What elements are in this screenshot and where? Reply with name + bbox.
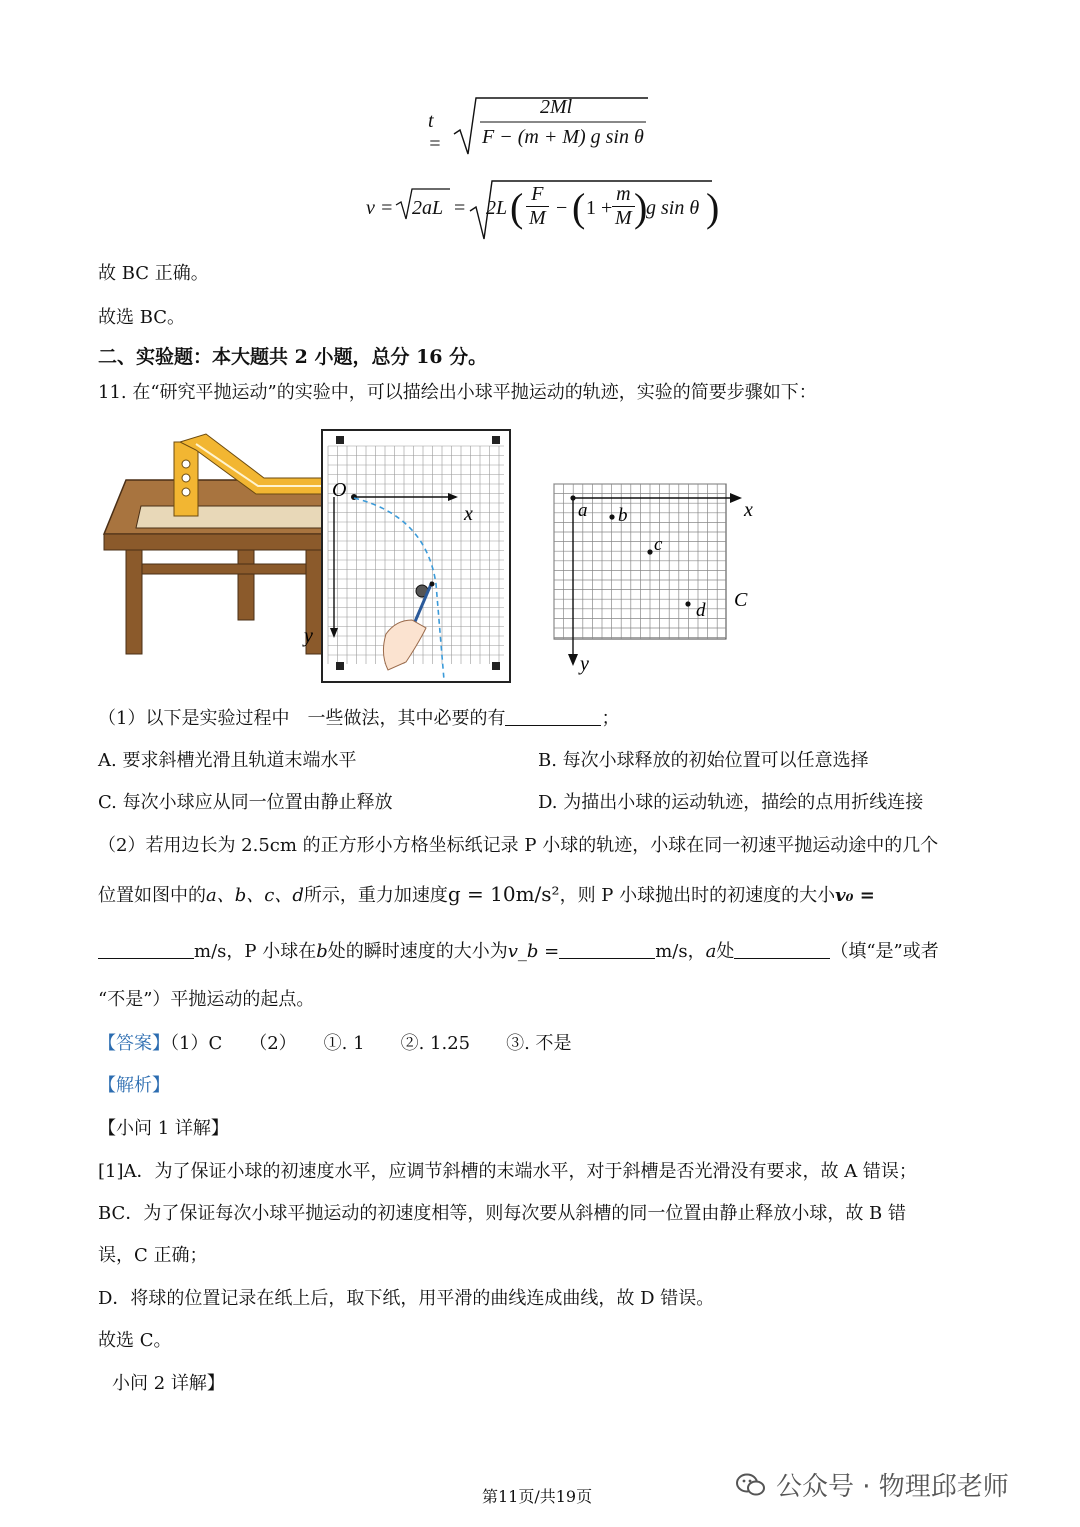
point-a [570, 495, 575, 500]
answer-tag: 【答案】 [98, 1033, 170, 1054]
text-line: 故选 BC。 [98, 307, 186, 328]
v-mid-radicand: 2aL [412, 197, 444, 219]
answer-blank-v0[interactable] [98, 940, 194, 959]
v-frac1: $\frac{F}{M}$ [526, 183, 549, 230]
point-c [647, 549, 652, 554]
analysis-paragraph: 误，C 正确； [98, 1245, 208, 1266]
analysis-tag: 【解析】 [98, 1075, 170, 1096]
y-axis-label: y [304, 625, 313, 647]
wechat-icon [736, 1472, 766, 1498]
x2-axis-label: x [744, 499, 753, 521]
x-axis-label: x [464, 503, 473, 525]
v-label: v = [366, 197, 394, 219]
question-1: （1）以下是实验过程中 一些做法，其中必要的有 ； [98, 708, 620, 729]
analysis-paragraph: BC．为了保证每次小球平抛运动的初速度相等，则每次要从斜槽的同一位置由静止释放小球，故 B 错 [98, 1203, 907, 1224]
point-b [609, 514, 614, 519]
point-b-label: b [618, 505, 628, 526]
answer-blank-vb[interactable] [559, 940, 655, 959]
option-b: B. 每次小球释放的初始位置可以任意选择 [538, 750, 869, 771]
v-suffix: g sin θ [646, 197, 700, 219]
point-a-label: a [578, 500, 588, 521]
origin-label: O [332, 479, 347, 501]
answer-blank-1[interactable] [505, 707, 601, 726]
point-d [685, 601, 690, 606]
y2-axis-label: y [580, 653, 589, 675]
question-11: 11. 在“研究平抛运动”的实验中，可以描绘出小球平抛运动的轨迹，实验的简要步骤如下： [98, 382, 817, 403]
v-paren-open: ( [510, 185, 524, 230]
section-heading: 二、实验题：本大题共 2 小题，总分 16 分。 [98, 346, 488, 368]
text-line: 故 BC 正确。 [98, 263, 209, 284]
v-paren2-close: ) [634, 185, 648, 230]
subquestion-1-heading: 【小问 1 详解】 [98, 1118, 229, 1139]
point-d-label: d [696, 600, 706, 621]
coordinate-board [322, 430, 510, 682]
experiment-figure [96, 424, 796, 694]
t-label: t = [428, 110, 442, 155]
option-d: D. 为描出小球的运动轨迹，描绘的点用折线连接 [538, 792, 924, 813]
table-illustration [104, 434, 328, 654]
page-number: 第11页/共19页 [482, 1487, 593, 1506]
option-c: C. 每次小球应从同一位置由静止释放 [98, 792, 393, 813]
point-c-label: c [654, 534, 663, 555]
question-2-line-1: （2）若用边长为 2.5cm 的正方形小方格坐标纸记录 P 小球的轨迹，小球在同一初速平抛运动途中的几个 [98, 835, 939, 856]
analysis-paragraph: [1]A．为了保证小球的初速度水平，应调节斜槽的末端水平，对于斜槽是否光滑没有要求，故 A 错误； [98, 1161, 917, 1182]
answer-line: 【答案】（1）C （2） ①. 1 ②. 1.25 ③. 不是 [98, 1033, 572, 1054]
question-2-line-2: 位置如图中的a、b、c、d所示，重力加速度g = 10m/s²，则 P 小球抛出时的初速度的大小v₀ = [98, 882, 875, 906]
analysis-paragraph: 故选 C。 [98, 1330, 172, 1351]
question-2-line-4: “不是”）平抛运动的起点。 [98, 989, 315, 1010]
watermark: 公众号 · 物理邱老师 [736, 1466, 1009, 1503]
t-denominator: F − (m + M) g sin θ [482, 126, 644, 148]
t-numerator: 2Ml [540, 96, 573, 118]
question-2-line-3: m/s，P 小球在b处的瞬时速度的大小为v_b = m/s，a处 （填“是”或者 [98, 940, 939, 964]
v-one: 1 + [586, 197, 613, 219]
analysis-paragraph: D．将球的位置记录在纸上后，取下纸，用平滑的曲线连成曲线，故 D 错误。 [98, 1288, 715, 1309]
v-prefix: 2L [486, 197, 508, 219]
v-paren-close: ) [706, 185, 720, 230]
subquestion-2-heading: 小问 2 详解】 [112, 1373, 225, 1394]
v-paren2-open: ( [572, 185, 586, 230]
v-minus: − [556, 197, 568, 219]
formula-v [366, 175, 726, 245]
v-frac2: $\frac{m}{M}$ [612, 183, 635, 230]
grid-label-c: C [734, 589, 748, 611]
option-a: A. 要求斜槽光滑且轨道末端水平 [98, 750, 357, 771]
answer-blank-start[interactable] [734, 940, 830, 959]
v-equals: = [454, 197, 466, 219]
